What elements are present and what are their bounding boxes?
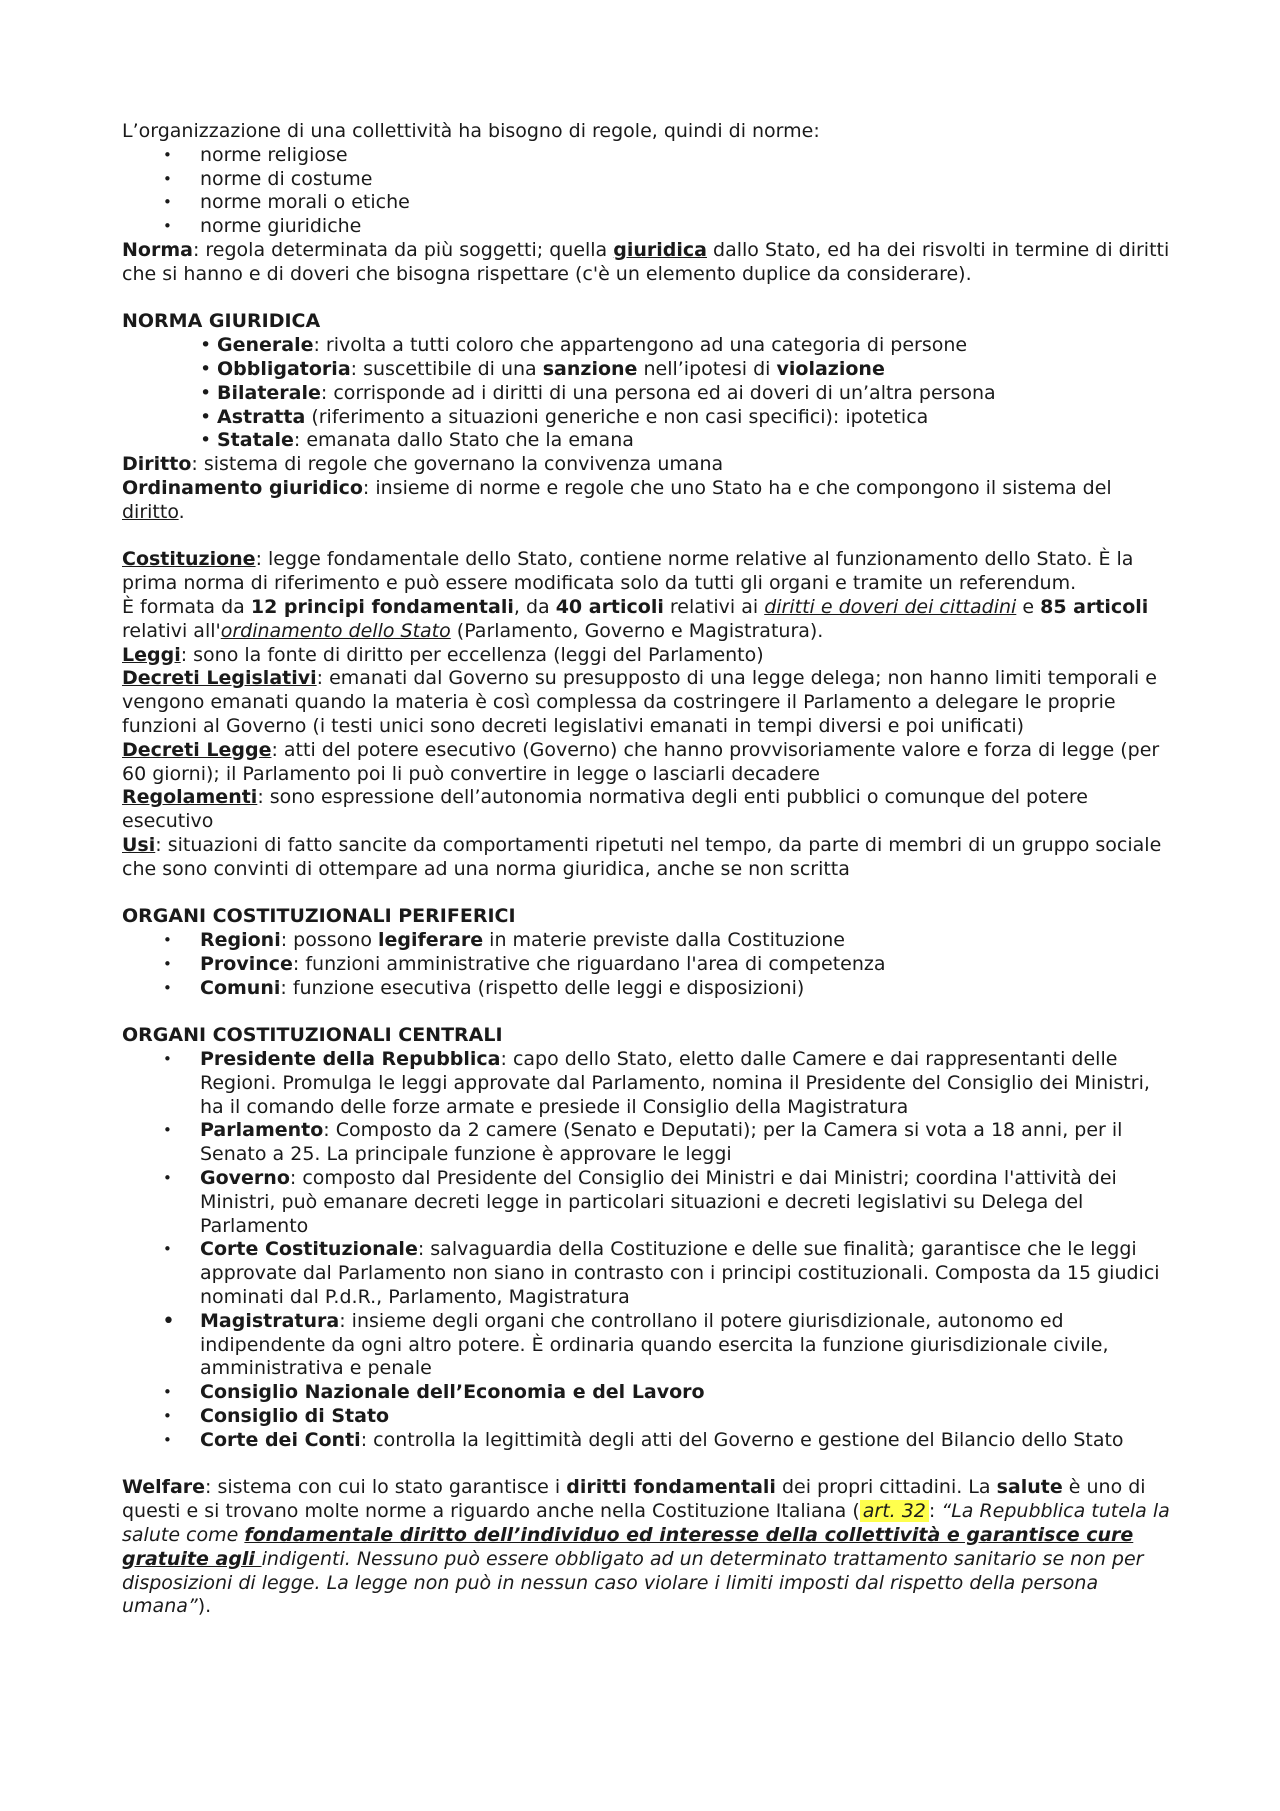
document-page: [122, 120, 1172, 1619]
norma-giuridica-list: [122, 334, 1172, 453]
periferici-list: [122, 929, 1172, 1000]
welfare-paragraph: Welfare: sistema con cui lo stato garantisce i diritti fondamentali dei propri cittadini. La salute è uno di questi e si trovano molte norme a riguardo anche nella Costituzione Italiana ( art. 32 : “La Repubblica tutela la salute come fondamentale diritto dell’individuo ed interesse della collettività e garantisce cure gratuite agli indigenti. Nessuno può essere obbligato ad un determinato trattamento sanitario se non per disposizioni di legge. La legge non può in nessun caso violare i limiti imposti dal rispetto della persona umana”).: [122, 1476, 1170, 1618]
list-item: • Astratta (riferimento a situazioni generiche e non casi specifici): ipotetica: [200, 405, 929, 428]
list-item: • Regioni: possono legiferare in materie previste dalla Costituzione: [163, 929, 845, 952]
bullet-icon: •: [163, 193, 172, 212]
list-item: • norme giuridiche: [163, 215, 362, 238]
article-highlight: art. 32: [860, 1500, 929, 1522]
bullet-icon: •: [200, 381, 212, 404]
list-item: • Obbligatoria: suscettibile di una sanzione nell’ipotesi di violazione: [200, 357, 885, 380]
bullet-icon: •: [200, 405, 212, 428]
section-heading-centrali: ORGANI COSTITUZIONALI CENTRALI: [122, 1024, 503, 1047]
bullet-icon: •: [163, 1050, 172, 1069]
bullet-icon: •: [200, 429, 212, 452]
bullet-icon: •: [163, 1407, 172, 1426]
list-item: • Presidente della Repubblica: capo dello Stato, eletto dalle Camere e dai rappresentanti delle Regioni. Promulga le leggi approvate dal Parlamento, nomina il Presidente del Consiglio dei Ministri, ha il comando delle forze armate e presiede il Consiglio della Magistratura: [163, 1048, 1150, 1118]
list-item: • Statale: emanata dallo Stato che la emana: [200, 429, 634, 452]
fonte-regolamenti: Regolamenti: sono espressione dell’autonomia normativa degli enti pubblici o comunque del potere esecutivo: [122, 786, 1088, 833]
section-heading-norma-giuridica: NORMA GIURIDICA: [122, 310, 321, 333]
costituzione-definition: Costituzione: legge fondamentale dello Stato, contiene norme relative al funzionamento dello Stato. È la prima norma di riferimento e può essere modificata solo da tutti gli organi e tramite un referendum.: [122, 548, 1134, 595]
list-item: • norme di costume: [163, 167, 373, 190]
list-item: • Consiglio Nazionale dell’Economia e del Lavoro: [163, 1381, 705, 1404]
bullet-icon: •: [163, 1121, 172, 1140]
bullet-icon: •: [163, 1169, 172, 1188]
costituzione-composition: È formata da 12 principi fondamentali, da 40 articoli relativi ai diritti e doveri dei cittadini e 85 articoli relativi all'ordinamento dello Stato (Parlamento, Governo e Magistratura).: [122, 595, 1149, 642]
bullet-icon: •: [163, 931, 172, 950]
section-heading-periferici: ORGANI COSTITUZIONALI PERIFERICI: [122, 905, 516, 928]
bullet-icon: •: [163, 1430, 172, 1449]
list-item: • Comuni: funzione esecutiva (rispetto delle leggi e disposizioni): [163, 976, 805, 999]
ordinamento-definition: Ordinamento giuridico: insieme di norme e regole che uno Stato ha e che compongono il sistema del diritto.: [122, 476, 1112, 523]
bullet-icon: •: [163, 1383, 172, 1402]
centrali-list: [122, 1048, 1172, 1453]
bullet-icon: •: [163, 145, 172, 164]
bullet-icon: •: [163, 1240, 172, 1259]
list-item: • norme religiose: [163, 143, 348, 166]
fonte-leggi: Leggi: sono la fonte di diritto per eccellenza (leggi del Parlamento): [122, 643, 764, 666]
list-item: • Generale: rivolta a tutti coloro che appartengono ad una categoria di persone: [200, 334, 968, 357]
list-item: • Corte dei Conti: controlla la legittimità degli atti del Governo e gestione del Bilancio dello Stato: [163, 1428, 1124, 1451]
list-item: • norme morali o etiche: [163, 191, 410, 214]
list-item: • Bilaterale: corrisponde ad i diritti di una persona ed ai doveri di un’altra persona: [200, 381, 996, 404]
list-item: • Magistratura: insieme degli organi che controllano il potere giurisdizionale, autonomo ed indipendente da ogni altro potere. È ordinaria quando esercita la funzione giurisdizionale civile, amministrativa e penale: [162, 1308, 1109, 1380]
list-item: • Parlamento: Composto da 2 camere (Senato e Deputati); per la Camera si vota a 18 anni, per il Senato a 25. La principale funzione è approvare le leggi: [163, 1119, 1123, 1166]
list-item: • Consiglio di Stato: [163, 1405, 390, 1428]
diritto-definition: Diritto: sistema di regole che governano la convivenza umana: [122, 453, 724, 476]
bullet-icon: •: [200, 334, 212, 357]
bullet-icon: •: [163, 978, 172, 997]
fonte-usi: Usi: situazioni di fatto sancite da comportamenti ripetuti nel tempo, da parte di membri di un gruppo sociale che sono convinti di ottempare ad una norma giuridica, anche se non scritta: [122, 833, 1162, 880]
list-item: • Governo: composto dal Presidente del Consiglio dei Ministri e dai Ministri; coordina l'attività dei Ministri, può emanare decreti legge in particolari situazioni e decreti legislativi su Delega del Parlamento: [163, 1167, 1117, 1237]
bullet-icon: •: [163, 217, 172, 236]
norma-definition: Norma: regola determinata da più soggetti; quella giuridica dallo Stato, ed ha dei risvolti in termine di diritti che si hanno e di doveri che bisogna rispettare (c'è un elemento duplice da considerare).: [122, 238, 1170, 285]
bullet-icon: •: [163, 169, 172, 188]
fonte-decreti-legislativi: Decreti Legislativi: emanati dal Governo su presupposto di una legge delega; non hanno limiti temporali e vengono emanati quando la materia è così complessa da costringere il Parlamento a delegare le proprie funzioni al Governo (i testi unici sono decreti legislativi emanati in tempi diversi e poi unificati): [122, 667, 1157, 737]
intro-text: L’organizzazione di una collettività ha bisogno di regole, quindi di norme:: [122, 120, 820, 142]
bullet-icon: •: [200, 357, 212, 380]
fonte-decreti-legge: Decreti Legge: atti del potere esecutivo (Governo) che hanno provvisoriamente valore e forza di legge (per 60 giorni); il Parlamento poi li può convertire in legge o lasciarli decadere: [122, 738, 1160, 785]
bullet-icon: •: [162, 1308, 175, 1334]
norme-list: [122, 144, 1172, 239]
bullet-icon: •: [163, 954, 172, 973]
list-item: • Corte Costituzionale: salvaguardia della Costituzione e delle sue finalità; garantisce che le leggi approvate dal Parlamento non siano in contrasto con i principi costituzionali. Composta da 15 giudici nominati dal P.d.R., Parlamento, Magistratura: [163, 1238, 1160, 1309]
list-item: • Province: funzioni amministrative che riguardano l'area di competenza: [163, 952, 886, 975]
